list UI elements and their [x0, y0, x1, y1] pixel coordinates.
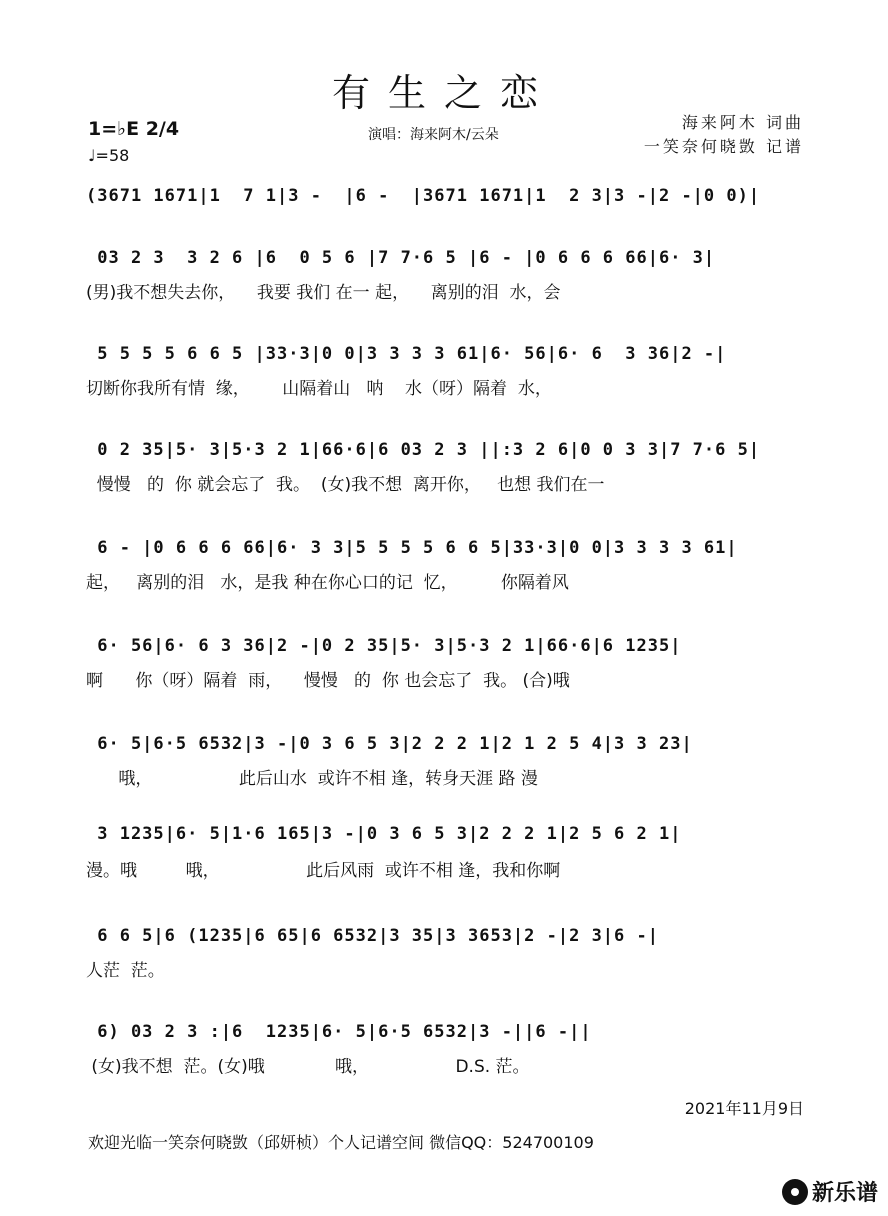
lyrics-line: 人茫 茫。: [86, 961, 165, 981]
key-signature: 1=♭E 2/4: [88, 118, 180, 140]
transcriber-credit: 一笑奈何晓敳 记谱: [643, 137, 804, 156]
lyricist-credit: 海来阿木 词曲: [681, 113, 804, 132]
music-disc-icon: [782, 1179, 808, 1205]
notation-line: 6 6 5|6 (1235|6 65|6 6532|3 35|3 3653|2 -|2 3|6 -|: [86, 926, 659, 946]
notation-line: 0 2 35|5· 3|5·3 2 1|66·6|6 03 2 3 ||:3 2 6|0 0 3 3|7 7·6 5|: [86, 440, 761, 460]
lyrics-line: 起， 离别的泪 水，是我 种在你心口的记 忆， 你隔着风: [86, 573, 569, 593]
notation-line: 6 - |0 6 6 6 66|6· 3 3|5 5 5 5 6 6 5|33·3|0 0|3 3 3 3 61|: [86, 538, 738, 558]
notation-line: 6) 03 2 3 :|6 1235|6· 5|6·5 6532|3 -||6 -||: [86, 1022, 592, 1042]
lyrics-line: 哦， 此后山水 或许不相 逢，转身天涯 路 漫: [86, 769, 538, 789]
notation-line: 6· 5|6·5 6532|3 -|0 3 6 5 3|2 2 2 1|2 1 2 5 4|3 3 23|: [86, 734, 693, 754]
notation-line: 03 2 3 3 2 6 |6 0 5 6 |7 7·6 5 |6 - |0 6 6 6 66|6· 3|: [86, 248, 716, 268]
page-title: 有生之恋: [331, 71, 556, 115]
notation-line: 6· 56|6· 6 3 36|2 -|0 2 35|5· 3|5·3 2 1|66·6|6 1235|: [86, 636, 682, 656]
notation-line: 5 5 5 5 6 6 5 |33·3|0 0|3 3 3 3 61|6· 56|6· 6 3 36|2 -|: [86, 344, 727, 364]
singer-credit: 演唱：海来阿木/云朵: [368, 127, 499, 143]
site-logo: [782, 1176, 878, 1207]
lyrics-line: 漫。哦 哦， 此后风雨 或许不相 逢，我和你啊: [86, 861, 561, 881]
lyrics-line: 啊 你（呀）隔着 雨， 慢慢 的 你 也会忘了 我。 (合)哦: [86, 671, 570, 691]
lyrics-line: (女)我不想 茫。(女)哦 哦， D.S. 茫。: [86, 1057, 530, 1077]
lyrics-line: 切断你我所有情 缘， 山隔着山 呐 水（呀）隔着 水，: [86, 379, 552, 399]
lyrics-line: 慢慢 的 你 就会忘了 我。 (女)我不想 离开你， 也想 我们在一: [86, 475, 605, 495]
footer-note: 欢迎光临一笑奈何晓敳（邱妍桢）个人记谱空间 微信QQ：524700109: [88, 1133, 594, 1152]
notation-line: (3671 1671|1 7 1|3 - |6 - |3671 1671|1 2 3|3 -|2 -|0 0)|: [86, 186, 761, 206]
notation-line: 3 1235|6· 5|1·6 165|3 -|0 3 6 5 3|2 2 2 1|2 5 6 2 1|: [86, 824, 682, 844]
logo-text: 新乐谱: [811, 1181, 878, 1206]
tempo-mark: ♩=58: [88, 146, 130, 165]
date-stamp: 2021年11月9日: [684, 1099, 804, 1118]
lyrics-line: (男)我不想失去你， 我要 我们 在一 起， 离别的泪 水，会: [86, 283, 561, 303]
